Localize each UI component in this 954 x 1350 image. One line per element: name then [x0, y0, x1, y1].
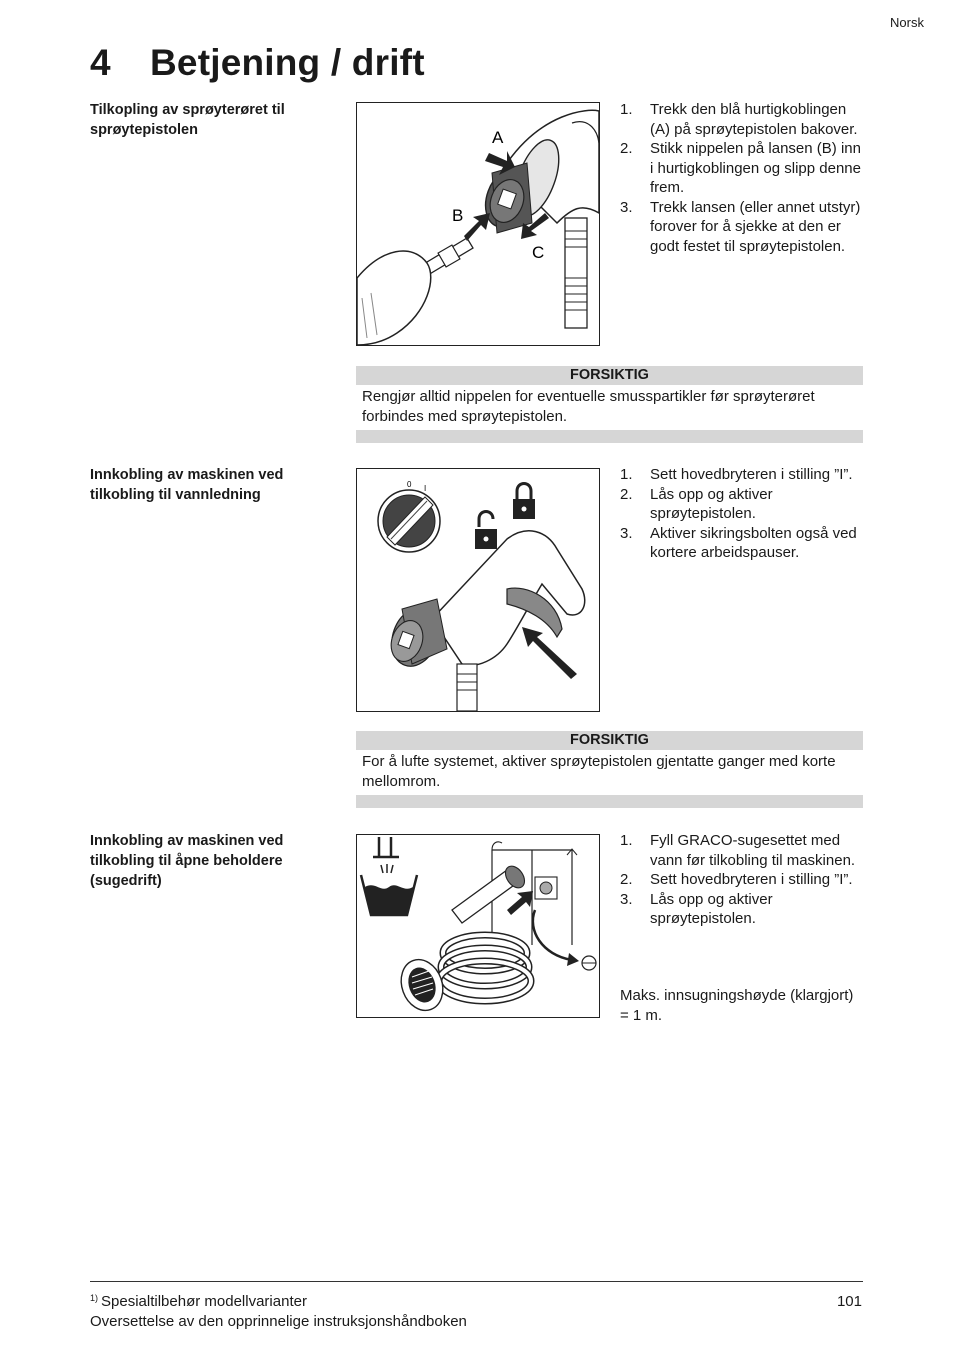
caution-bottom-bar — [356, 430, 863, 443]
translation-note: Oversettelse av den opprinnelige instruksjonshåndboken — [90, 1313, 467, 1330]
caution-heading: FORSIKTIG — [356, 731, 863, 750]
lock-icon — [513, 484, 535, 520]
label-c: C — [532, 243, 545, 262]
page-number: 101 — [836, 1293, 862, 1310]
dial-label-on: I — [424, 484, 427, 493]
step-item: 2. Stikk nippelen på lansen (B) inn i hurtigkoblingen og slipp denne frem. — [620, 140, 861, 196]
step-item: 1. Sett hovedbryteren i stilling ”I”. — [620, 466, 853, 483]
label-a: A — [492, 128, 504, 147]
step-item: 1. Trekk den blå hurtigkoblingen (A) på sprøytepistolen bakover. — [620, 101, 858, 138]
caution-text: Rengjør alltid nippelen for eventuelle smusspartikler før sprøyterøret forbindes med sprøytepistolen. — [362, 388, 815, 425]
caution-heading: FORSIKTIG — [356, 366, 863, 385]
label-b: B — [452, 206, 464, 225]
spray-gun-lock-illustration — [357, 469, 599, 711]
step-item: 2. Lås opp og aktiver sprøytepistolen. — [620, 485, 773, 522]
suction-set-illustration — [357, 835, 599, 1017]
caution-box-1 — [356, 366, 863, 443]
section-title-suction: Innkobling av maskinen ved tilkobling til åpne beholdere (sugedrift) — [90, 833, 284, 889]
water-container-icon — [361, 837, 417, 915]
footnote-text: Spesialtilbehør modellvarianter — [101, 1293, 307, 1310]
section-title-lance-connection: Tilkopling av sprøyterøret til sprøytepistolen — [90, 102, 285, 138]
steps-water-line — [620, 465, 865, 563]
dial-label-off: 0 — [407, 480, 412, 489]
chapter-heading — [90, 42, 425, 84]
steps-lance-connection — [620, 100, 865, 256]
step-item: 2. Sett hovedbryteren i stilling ”I”. — [620, 871, 853, 888]
step-item: 3. Aktiver sikringsbolten også ved kortere arbeidspauser. — [620, 524, 857, 561]
figure-water-line — [356, 468, 600, 712]
figure-suction — [356, 834, 600, 1018]
step-item: 1. Fyll GRACO-sugesettet med vann før tilkobling til maskinen. — [620, 832, 856, 869]
chapter-title: Betjening / drift — [150, 42, 425, 83]
figure-lance-connection — [356, 102, 600, 346]
section-title-water-line: Innkobling av maskinen ved tilkobling til vannledning — [90, 467, 284, 503]
lance-connection-illustration — [357, 103, 599, 345]
step-item: 3. Trekk lansen (eller annet utstyr) forover for å sjekke at den er godt festet til sprøytepistolen. — [620, 198, 861, 255]
footnote-mark: 1) — [90, 1293, 99, 1303]
suction-height-note: Maks. innsugningshøyde (klargjort) = 1 m. — [620, 987, 854, 1024]
footnote — [90, 1293, 307, 1310]
step-item: 3. Lås opp og aktiver sprøytepistolen. — [620, 890, 773, 927]
caution-box-2 — [356, 731, 863, 808]
steps-suction — [620, 831, 865, 929]
caution-bottom-bar — [356, 795, 863, 808]
footer-divider — [90, 1281, 863, 1282]
unlock-icon — [475, 512, 497, 550]
caution-text: For å lufte systemet, aktiver sprøytepistolen gjentatte ganger med korte mellomrom. — [362, 753, 836, 790]
chapter-number: 4 — [90, 42, 111, 83]
language-label: Norsk — [890, 15, 924, 30]
